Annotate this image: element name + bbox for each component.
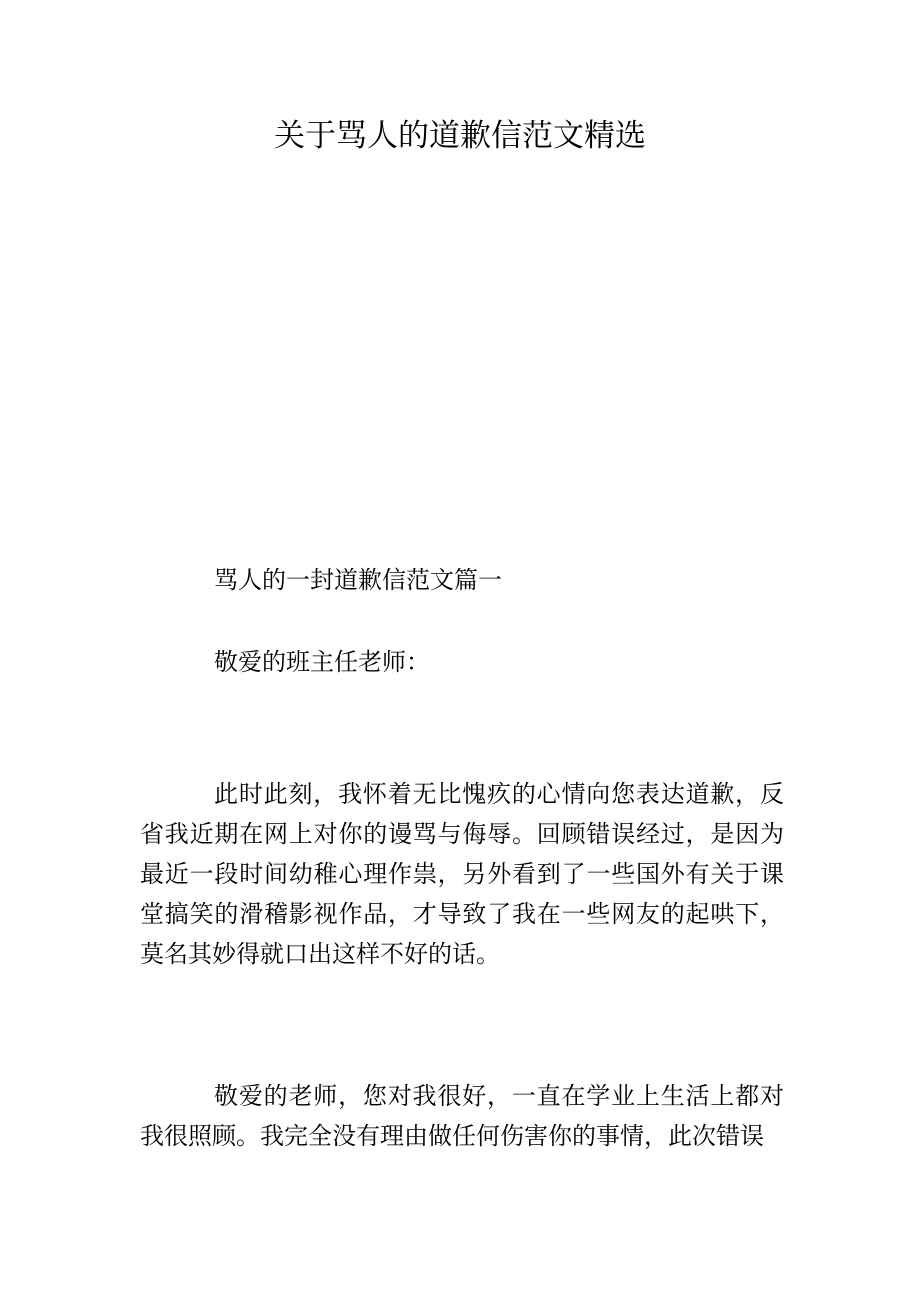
section-heading: 骂人的一封道歉信范文篇一 [214,566,502,594]
document-title: 关于骂人的道歉信范文精选 [274,118,646,154]
body-paragraph-2: 敬爱的老师，您对我很好，一直在学业上生活上都对我很照顾。我完全没有理由做任何伤害你的事情，此次错误 [140,1082,784,1150]
body-paragraph-1: 此时此刻，我怀着无比愧疚的心情向您表达道歉，反省我近期在网上对你的谩骂与侮辱。回顾错误经过，是因为最近一段时间幼稚心理作祟，另外看到了一些国外有关于课堂搞笑的滑稽影视作品，才导致了我在一些网友的起哄下，莫名其妙得就口出这样不好的话。 [140,780,784,968]
letter-salutation: 敬爱的班主任老师： [214,648,430,676]
